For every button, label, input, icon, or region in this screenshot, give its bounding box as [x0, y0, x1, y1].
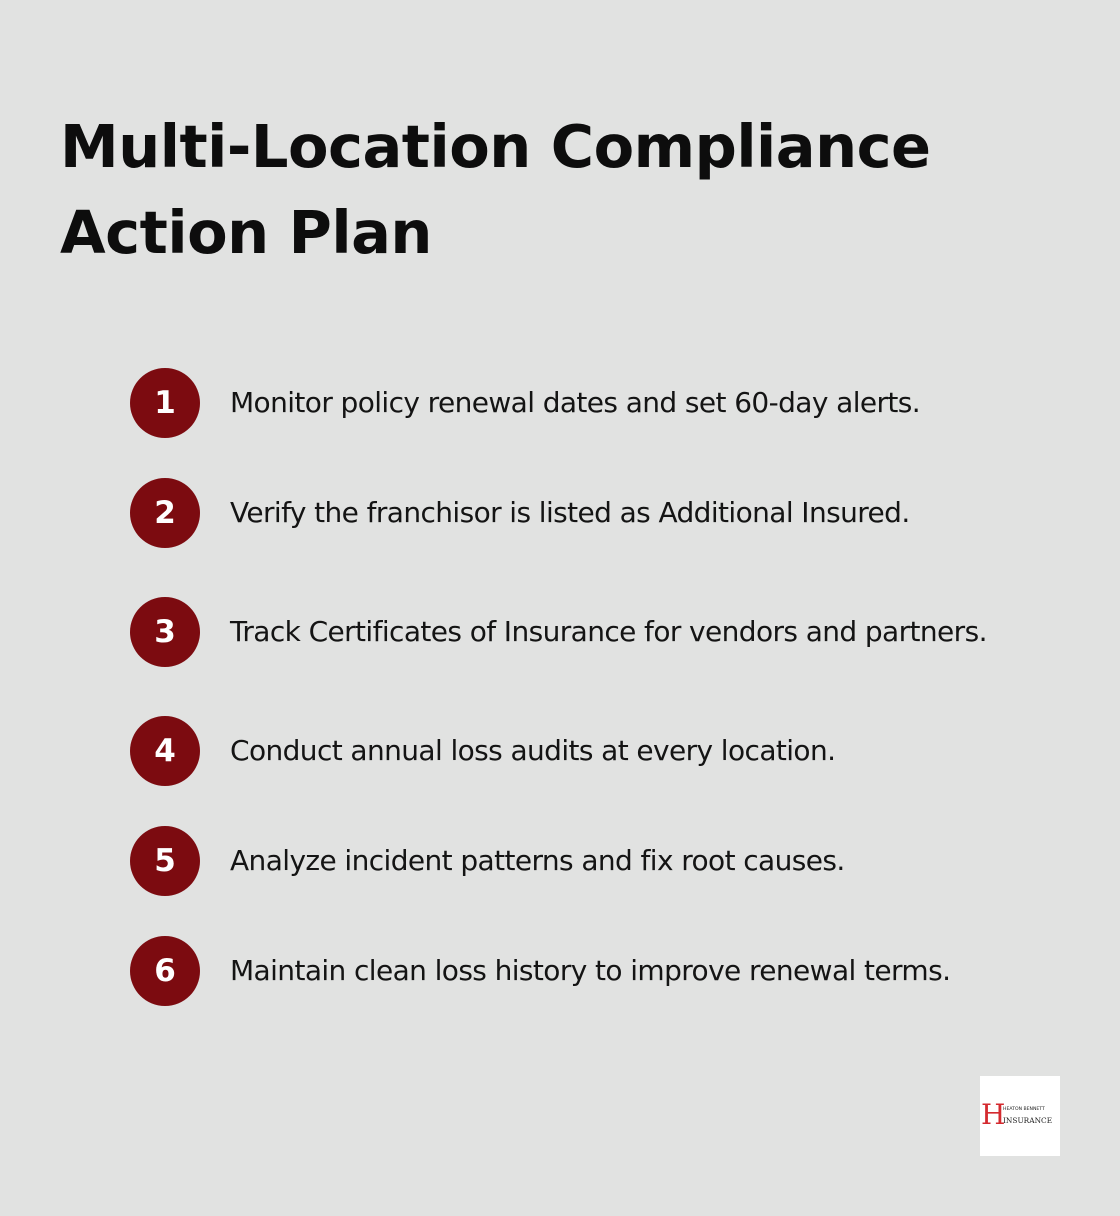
step-item-2 — [130, 468, 1060, 558]
logo-company-name: HEATON BENNETT — [1003, 1107, 1045, 1112]
logo-company-type: INSURANCE — [1003, 1116, 1053, 1125]
step-number-badge: 1 — [130, 368, 200, 438]
step-number-badge: 6 — [130, 936, 200, 1006]
step-item-1 — [130, 358, 1060, 448]
step-number-badge: 2 — [130, 478, 200, 548]
step-text: Verify the franchisor is listed as Additional Insured. — [230, 496, 910, 529]
step-item-5 — [130, 816, 1060, 906]
step-item-4 — [130, 706, 1060, 796]
step-number-badge: 3 — [130, 597, 200, 667]
title-line-1: Multi-Location Compliance — [60, 112, 931, 181]
step-text: Track Certificates of Insurance for vendors and partners. — [230, 615, 987, 648]
step-text: Analyze incident patterns and fix root causes. — [230, 844, 845, 877]
title-line-2: Action Plan — [60, 198, 432, 267]
step-number-badge: 5 — [130, 826, 200, 896]
logo-mark-icon: H — [981, 1098, 1006, 1131]
step-text: Conduct annual loss audits at every location. — [230, 734, 836, 767]
step-number-badge: 4 — [130, 716, 200, 786]
step-text: Maintain clean loss history to improve renewal terms. — [230, 954, 951, 987]
step-text: Monitor policy renewal dates and set 60-day alerts. — [230, 386, 921, 419]
company-logo — [980, 1076, 1060, 1156]
step-item-6 — [130, 926, 1060, 1016]
step-item-3 — [130, 587, 1060, 677]
action-steps-list — [130, 0, 1060, 1216]
